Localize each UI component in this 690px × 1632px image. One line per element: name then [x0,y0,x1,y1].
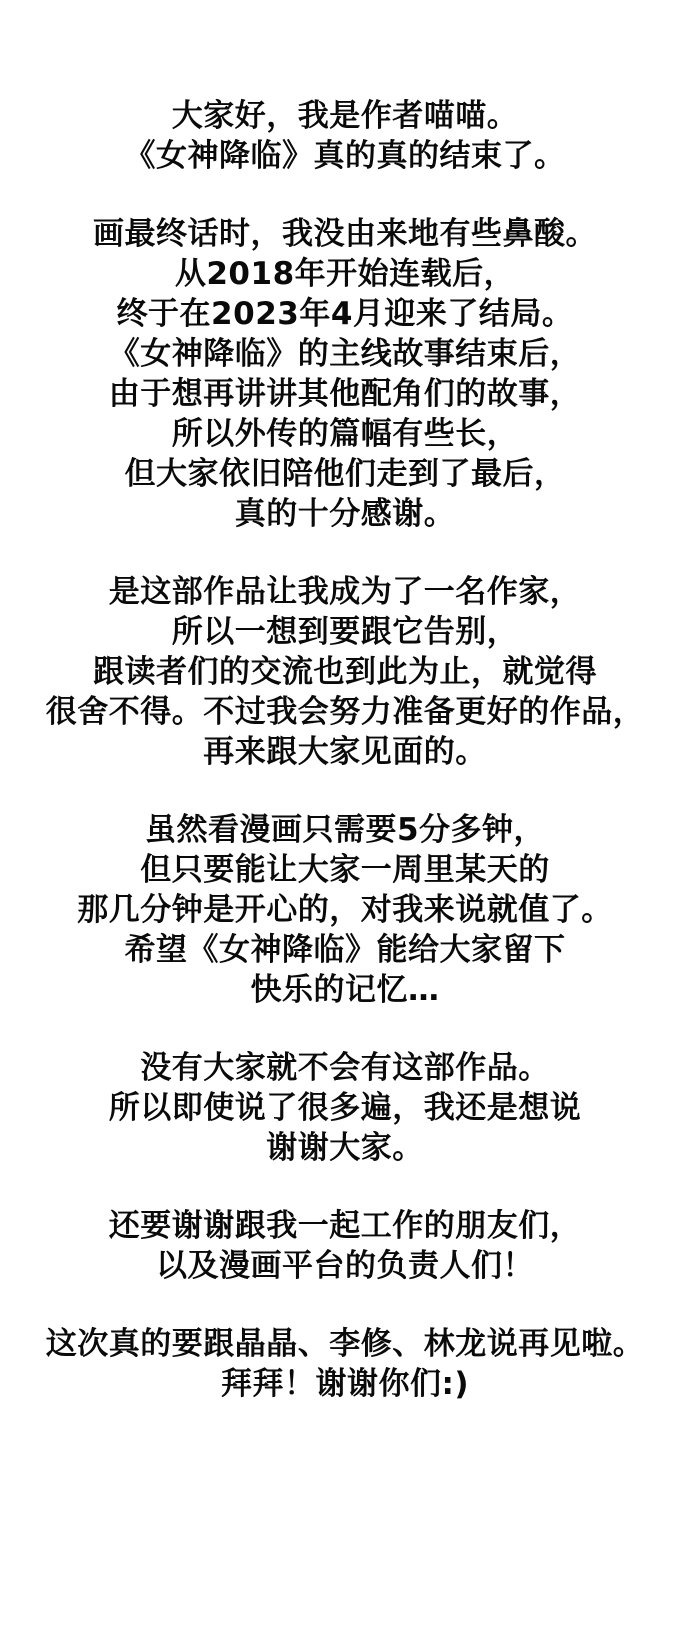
paragraph-farewell-feelings [0,572,690,772]
note-line: 还要谢谢跟我一起工作的朋友们， [108,1208,582,1244]
paragraph-thanks-colleagues [0,1206,690,1286]
note-line: 很舍不得。不过我会努力准备更好的作品， [45,694,645,730]
note-line: 是这部作品让我成为了一名作家， [108,574,582,610]
note-line: 《女神降临》的主线故事结束后， [108,336,582,372]
note-line: 那几分钟是开心的，对我来说就值了。 [77,892,613,928]
note-line: 真的十分感谢。 [234,496,456,532]
note-line: 快乐的记忆… [250,972,440,1008]
note-line: 由于想再讲讲其他配角们的故事， [108,376,582,412]
note-line: 所以一想到要跟它告别， [171,614,519,650]
paragraph-reader-happiness [0,810,690,1010]
paragraph-greeting [0,96,690,176]
note-line: 从2018年开始连载后， [174,256,516,292]
note-line: 但大家依旧陪他们走到了最后， [124,456,566,492]
note-line: 没有大家就不会有这部作品。 [140,1050,550,1086]
note-line: 所以即使说了很多遍，我还是想说 [108,1090,582,1126]
note-line: 画最终话时，我没由来地有些鼻酸。 [93,216,597,252]
note-line: 跟读者们的交流也到此为止，就觉得 [93,654,597,690]
note-line: 终于在2023年4月迎来了结局。 [116,296,574,332]
paragraph-thanks-readers [0,1048,690,1168]
note-line: 所以外传的篇幅有些长， [171,416,519,452]
note-line: 希望《女神降临》能给大家留下 [124,932,566,968]
paragraph-serialization-history [0,214,690,534]
note-line: 大家好，我是作者喵喵。 [171,98,519,134]
note-line: 这次真的要跟晶晶、李修、林龙说再见啦。 [45,1326,645,1362]
note-line: 再来跟大家见面的。 [203,734,487,770]
note-line: 以及漫画平台的负责人们！ [156,1248,534,1284]
note-line: 谢谢大家。 [266,1130,424,1166]
paragraph-goodbye-characters [0,1324,690,1404]
note-line: 拜拜！谢谢你们:) [220,1366,470,1402]
note-line: 《女神降临》真的真的结束了。 [124,138,566,174]
note-line: 但只要能让大家一周里某天的 [140,852,550,888]
note-line: 虽然看漫画只需要5分多钟， [144,812,546,848]
